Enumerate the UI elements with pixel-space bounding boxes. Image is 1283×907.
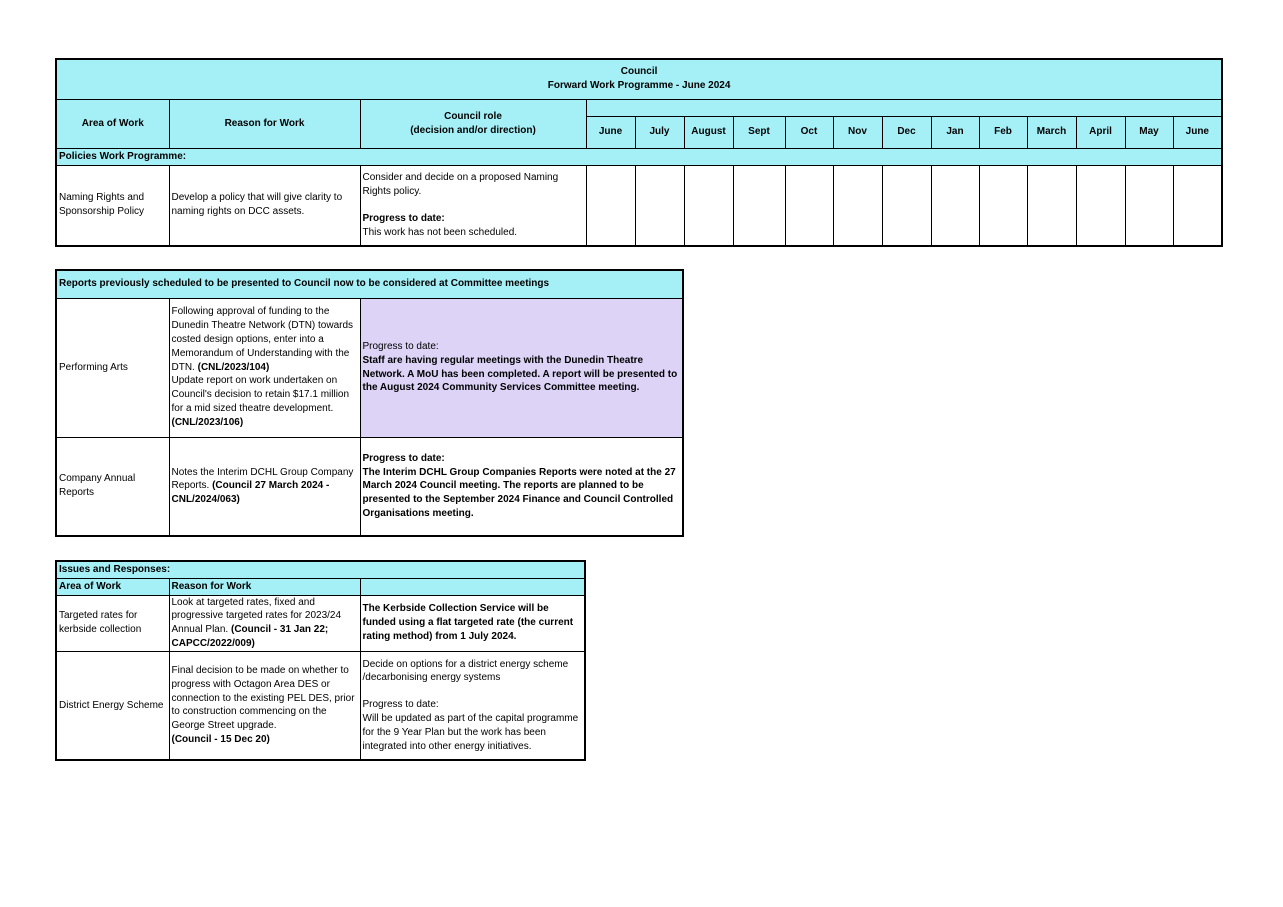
month-cell [684,165,733,246]
month-cell [1125,165,1173,246]
targeted-reason-ref: (Council - 31 Jan 22; CAPCC/2022/009) [171,624,329,649]
title-line-1: Council [620,66,658,78]
naming-progress-text: This work has not been scheduled. [362,226,518,238]
forward-work-programme-table [55,58,1223,247]
title-line-2: Forward Work Programme - June 2024 [547,80,731,92]
months-spacer [586,99,1222,116]
table-row [56,595,585,651]
table-row [56,165,1222,246]
header-area-of-work: Area of Work [56,99,169,148]
performing-reason-1-ref: (CNL/2023/104) [197,361,270,373]
issues-header-reason: Reason for Work [169,578,360,595]
district-response-cell [360,651,585,760]
company-progress-cell [360,437,683,536]
month-header: Sept [733,116,785,148]
header-reason-for-work: Reason for Work [169,99,360,148]
header-council-role [360,99,586,148]
district-progress-text: Will be updated as part of the capital programme for the 9 Year Plan but the work has been integrated into other energy initiatives. [362,712,579,752]
issues-responses-table [55,560,586,761]
company-reason-text: Notes the Interim DCHL Group Company Reports. [171,466,354,492]
company-reason-ref: (Council 27 March 2024 - CNL/2024/063) [171,480,330,506]
performing-reason-1: Following approval of funding to the Dunedin Theatre Network (DTN) towards costed design options, enter into a Memorandum of Understanding with the DTN. [171,306,354,373]
issues-header-area: Area of Work [56,578,169,595]
month-header: June [1173,116,1222,148]
performing-reason-cell [169,298,360,437]
month-header: August [684,116,733,148]
month-header: Jan [931,116,979,148]
council-role-line-1: Council role [444,110,502,122]
month-header: April [1076,116,1125,148]
district-reason-text: Final decision to be made on whether to progress with Octagon Area DES or connection to the existing PEL DES, prior to construction commencing on the George Street upgrade. [171,665,355,732]
district-reason-cell [169,651,360,760]
performing-reason-2-ref: (CNL/2023/106) [171,416,244,428]
reports-committee-table [55,269,684,537]
month-cell [882,165,931,246]
month-header: Nov [833,116,882,148]
month-cell [1173,165,1222,246]
district-reason-ref: (Council - 15 Dec 20) [171,734,270,746]
issues-section-title: Issues and Responses: [56,561,585,578]
targeted-reason-cell [169,595,360,651]
performing-progress-cell [360,298,683,437]
month-cell [1076,165,1125,246]
targeted-reason-text: Look at targeted rates, fixed and progressive targeted rates for 2023/24 Annual Plan. [171,596,342,636]
programme-title [56,59,1222,99]
company-progress-text: The Interim DCHL Group Companies Reports were noted at the 27 March 2024 Council meeting. The reports are planned to be presented to the September 2024 Finance and Council Controlled Organisations meeting. [362,466,676,519]
performing-reason-2: Update report on work undertaken on Council's decision to retain $17.1 million for a mid sized theatre development. [171,375,350,414]
performing-progress-text: Staff are having regular meetings with the Dunedin Theatre Network. A MoU has been completed. A report will be presented to the August 2024 Community Services Committee meeting. [362,354,678,394]
month-cell [833,165,882,246]
targeted-area-cell: Targeted rates for kerbside collection [56,595,169,651]
naming-progress-label: Progress to date: [362,212,445,224]
reports-section-title: Reports previously scheduled to be presented to Council now to be considered at Committee meetings [56,270,683,298]
naming-reason-cell: Develop a policy that will give clarity to naming rights on DCC assets. [169,165,360,246]
month-header: Feb [979,116,1027,148]
table-row [56,437,683,536]
month-cell [586,165,635,246]
company-reason-cell [169,437,360,536]
month-cell [635,165,684,246]
district-area-cell: District Energy Scheme [56,651,169,760]
table-row [56,651,585,760]
month-cell [931,165,979,246]
month-cell [1027,165,1076,246]
table-row [56,298,683,437]
performing-progress-label: Progress to date: [362,340,439,352]
month-header: June [586,116,635,148]
issues-header-blank [360,578,585,595]
naming-role-text: Consider and decide on a proposed Naming Rights policy. [362,172,559,197]
month-header: Dec [882,116,931,148]
naming-role-cell [360,165,586,246]
targeted-response-cell: The Kerbside Collection Service will be funded using a flat targeted rate (the current rating method) from 1 July 2024. [360,595,585,651]
performing-area-cell: Performing Arts [56,298,169,437]
naming-area-cell: Naming Rights and Sponsorship Policy [56,165,169,246]
company-progress-label: Progress to date: [362,452,445,464]
month-cell [785,165,833,246]
company-area-cell: Company Annual Reports [56,437,169,536]
month-header: July [635,116,684,148]
month-header: Oct [785,116,833,148]
month-cell [733,165,785,246]
council-role-line-2: (decision and/or direction) [410,124,536,136]
section-policies-title: Policies Work Programme: [56,148,1222,165]
month-header: May [1125,116,1173,148]
district-response-text: Decide on options for a district energy scheme /decarbonising energy systems [362,658,569,684]
district-progress-label: Progress to date: [362,699,439,711]
month-cell [979,165,1027,246]
month-header: March [1027,116,1076,148]
